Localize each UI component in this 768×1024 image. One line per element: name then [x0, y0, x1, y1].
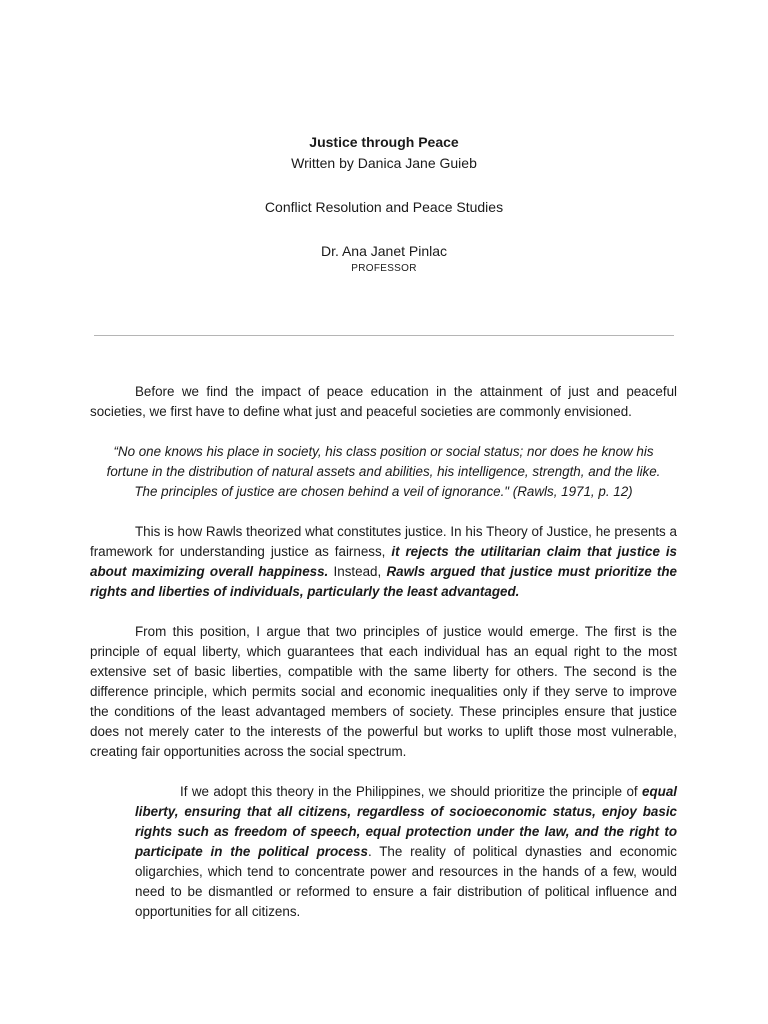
- paragraph-rawls-theory: [90, 522, 677, 602]
- paragraph-text: If we adopt this theory in the Philippines, we should prioritize the principle of: [180, 784, 643, 799]
- emphasis-text: Rawls argued that justice must prioritize the rights and liberties of individuals, particularly the least advantaged.: [90, 564, 678, 599]
- course-name: Conflict Resolution and Peace Studies: [264, 199, 504, 215]
- paragraph-philippines: [135, 782, 677, 922]
- rawls-quote: “No one knows his place in society, his class position or social status; nor does he know his fortune in the distribution of natural assets and abilities, his intelligence, strength, and the like. The principles of justice are chosen behind a veil of ignorance." (Rawls, 1971, p. 12): [106, 444, 661, 499]
- document-title: Justice through Peace: [309, 134, 459, 150]
- author-line: Written by Danica Jane Guieb: [291, 155, 477, 171]
- paragraph-text: Instead,: [328, 564, 387, 579]
- document-body: [90, 382, 677, 942]
- header-divider: [94, 335, 674, 336]
- professor-name: Dr. Ana Janet Pinlac: [320, 243, 448, 259]
- paragraph-two-principles: From this position, I argue that two principles of justice would emerge. The first is the principle of equal liberty, which guarantees that each individual has an equal right to the most extensive set of basic liberties, compatible with the same liberty for others. The second is the difference principle, which permits social and economic inequalities only if they serve to improve the conditions of the least advantaged members of society. These principles ensure that justice does not merely cater to the interests of the powerful but works to uplift those most vulnerable, creating fair opportunities across the social spectrum.: [90, 624, 677, 759]
- professor-role: PROFESSOR: [351, 263, 417, 274]
- emphasis-text: equal liberty, ensuring that all citizens, regardless of socioeconomic status, enjoy basic rights such as freedom of speech, equal protection under the law, and the right to participate in the political process: [135, 784, 677, 859]
- paragraph-text: . The reality of political dynasties and economic oligarchies, which tend to concentrate power and resources in the hands of a few, would need to be dismantled or reformed to ensure a fair distribution of political influence and opportunities for all citizens.: [135, 844, 677, 919]
- document-header: [0, 132, 768, 276]
- paragraph-intro: Before we find the impact of peace education in the attainment of just and peaceful societies, we first have to define what just and peaceful societies are commonly envisioned.: [90, 384, 677, 419]
- paragraph-text: This is how Rawls theorized what constitutes justice. In his Theory of Justice, he presents a framework for understanding justice as fairness,: [90, 524, 677, 559]
- emphasis-text: it rejects the utilitarian claim that justice is about maximizing overall happiness.: [90, 544, 677, 579]
